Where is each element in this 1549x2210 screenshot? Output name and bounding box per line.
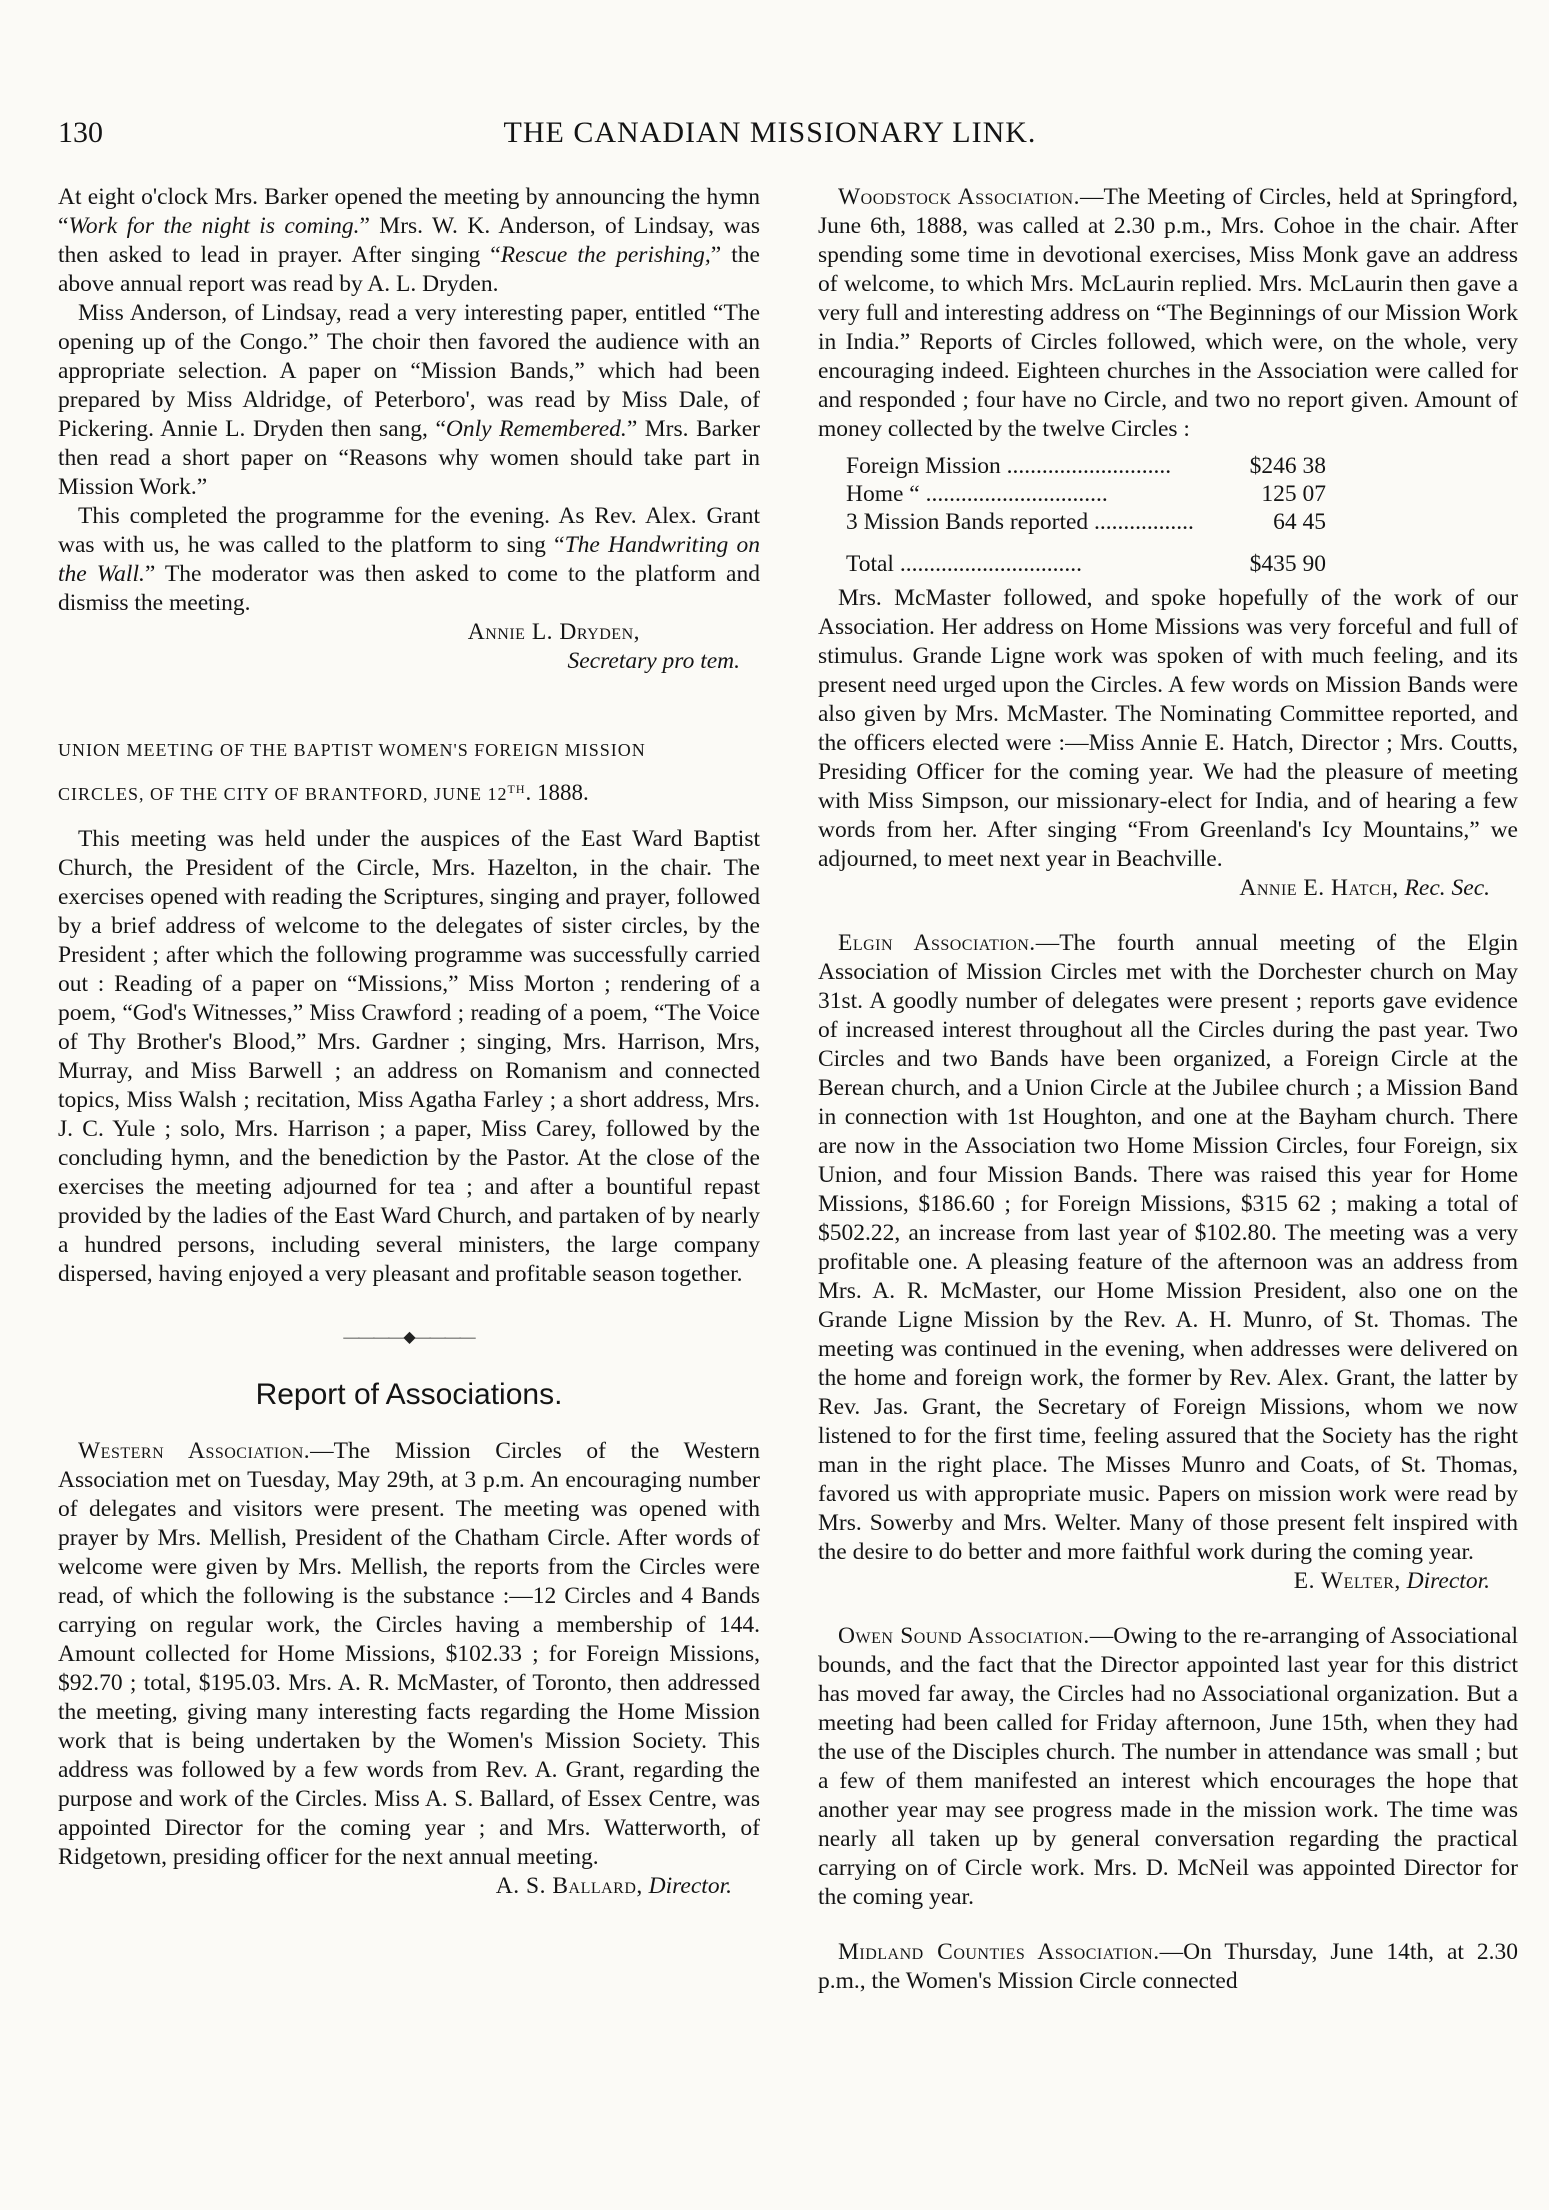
- evening-meeting-paragraph: At eight o'clock Mrs. Barker opened the meeting by announcing the hymn “Work for the night is coming.” Mrs. W. K. Anderson, of Lindsay, was then asked to lead in prayer. After singing “Rescue the perishing,” the above annual report was read by A. L. Dryden.: [58, 184, 761, 297]
- left-column: [58, 183, 760, 1901]
- hymn-title: Rescue the perishing,: [500, 242, 711, 268]
- midland-paragraph: Midland Counties Association.—On Thursday, June 14th, at 2.30 p.m., the Women's Mission Circle connected: [818, 1939, 1518, 1994]
- table-total-row: Total ............................... $435 90: [846, 551, 1326, 577]
- closing-paragraph: This completed the programme for the evening. As Rev. Alex. Grant was with us, he was called to the platform to sing “The Handwriting on the Wall.” The moderator was then asked to come to the platform and dismiss the meeting.: [58, 503, 760, 616]
- western-association-paragraph: Western Association.—The Mission Circles of the Western Association met on Tuesday, May 29th, at 3 p.m. An encouraging number of delegates and visitors were present. The meeting was opened with prayer by Mrs. Mellish, President of the Chatham Circle. After words of welcome were given by Mrs. Mellish, the reports from the Circles were read, of which the following is the substance :—12 Circles and 4 Bands carrying on regular work, the Circles having a membership of 144. Amount collected for Home Missions, $102.33 ; for Foreign Missions, $92.70 ; total, $195.03. Mrs. A. R. McMaster, of Toronto, then addressed the meeting, giving many interesting facts regarding the Home Mission work that is being undertaken by the Women's Mission Society. This address was followed by a few words from Rev. A. Grant, regarding the purpose and work of the Circles. Miss A. S. Ballard, of Essex Centre, was appointed Director for the coming year ; and Mrs. Watterworth, of Ridgetown, presiding officer for the next annual meeting.: [58, 1438, 760, 1870]
- song-title: The Handwriting on the Wall.: [58, 532, 760, 587]
- table-row: Home “ ............................... 125 07: [846, 481, 1326, 507]
- ornamental-divider: ————◆————: [343, 1329, 475, 1346]
- owen-sound-heading: Owen Sound Association.: [838, 1623, 1090, 1649]
- section-spacer: [58, 706, 720, 708]
- midland-heading: Midland Counties Association.: [838, 1939, 1160, 1965]
- woodstock-paragraph: Woodstock Association.—The Meeting of Circles, held at Springford, June 6th, 1888, was called at 2.30 p.m., Mrs. Cohoe in the chair. After spending some time in devotional exercises, Miss Monk gave an address of welcome, to which Mrs. McLaurin replied. Mrs. McLaurin then gave a very full and interesting address on “The Beginnings of our Mission Work in India.” Reports of Circles followed, which were, on the whole, very encouraging indeed. Eighteen churches in the Association were called for and responded ; four have no Circle, and two no report given. Amount of money collected by the twelve Circles :: [818, 184, 1519, 442]
- money-table: [846, 452, 1326, 578]
- signature-name: Annie L. Dryden,: [467, 619, 640, 645]
- western-signature: A. S. Ballard, Director.: [495, 1873, 732, 1899]
- elgin-signature: E. Welter, Director.: [1293, 1568, 1490, 1594]
- woodstock-heading: Woodstock Association.: [838, 184, 1080, 210]
- union-meeting-title-line2: CIRCLES, OF THE CITY OF BRANTFORD, JUNE 12TH. 1888.: [58, 780, 589, 805]
- page-header: [50, 116, 1490, 162]
- western-heading: Western Association.: [78, 1438, 311, 1464]
- right-column: [818, 183, 1518, 1996]
- elgin-heading: Elgin Association.: [838, 930, 1036, 956]
- table-row: 3 Mission Bands reported ................. 64 45: [846, 509, 1326, 535]
- section-title: Report of Associations.: [255, 1378, 563, 1411]
- owen-sound-paragraph: Owen Sound Association.—Owing to the re-arranging of Associational bounds, and the fact that the Director appointed last year for this district has moved far away, the Circles had no Associational organization. But a meeting had been called for Friday afternoon, June 15th, when they had the use of the Disciples church. The number in attendance was small ; but a few of them manifested an interest which encourages the hope that another year may see progress made in the mission work. The time was nearly all taken up by general conversation regarding the practical carrying on of Circle work. Mrs. D. McNeil was appointed Director for the coming year.: [818, 1623, 1519, 1910]
- section-spacer: [818, 1912, 1518, 1938]
- woodstock-paragraph-2: Mrs. McMaster followed, and spoke hopefully of the work of our Association. Her address on Home Missions was very forceful and full of stimulus. Grande Ligne work was spoken of with much feeling, and its present need urged upon the Circles. A few words on Mission Bands were also given by Mrs. McMaster. The Nominating Committee reported, and the officers elected were :—Miss Annie E. Hatch, Director ; Mrs. Coutts, Presiding Officer for the coming year. We had the pleasure of meeting with Miss Simpson, our missionary-elect for India, and of hearing a few words from her. After singing “From Greenland's Icy Mountains,” we adjourned, to meet next year in Beachville.: [818, 585, 1518, 872]
- song-title: Only Remembered.: [445, 416, 627, 442]
- union-meeting-title: UNION MEETING OF THE BAPTIST WOMEN'S FOREIGN MISSION: [58, 740, 646, 760]
- programme-paragraph: Miss Anderson, of Lindsay, read a very interesting paper, entitled “The opening up of the Congo.” The choir then favored the audience with an appropriate selection. A paper on “Mission Bands,” which had been prepared by Miss Aldridge, of Peterboro', was read by Miss Dale, of Pickering. Annie L. Dryden then sang, “Only Remembered.” Mrs. Barker then read a short paper on “Reasons why women should take part in Mission Work.”: [58, 300, 761, 500]
- woodstock-signature: Annie E. Hatch, Rec. Sec.: [1239, 875, 1490, 901]
- section-spacer: [818, 1596, 1518, 1622]
- page-number: 130: [58, 116, 103, 149]
- union-meeting-paragraph: This meeting was held under the auspices of the East Ward Baptist Church, the President of the Circle, Mrs. Hazelton, in the chair. The exercises opened with reading the Scriptures, singing and prayer, followed by a brief address of welcome to the delegates of sister circles, by the President ; after which the following programme was successfully carried out : Reading of a paper on “Missions,” Miss Morton ; rendering of a poem, “God's Witnesses,” Miss Crawford ; reading of a poem, “The Voice of Thy Brother's Blood,” Mrs. Gardner ; singing, Mrs. Harrison, Mrs, Murray, and Miss Barwell ; an address on Romanism and connected topics, Miss Walsh ; recitation, Miss Agatha Farley ; a short address, Mrs. J. C. Yule ; solo, Mrs. Harrison ; a paper, Miss Carey, followed by the concluding hymn, and the benediction by the Pastor. At the close of the exercises the meeting adjourned for tea ; and after a bountiful repast provided by the ladies of the East Ward Church, and partaken of by nearly a hundred persons, including several ministers, the large company dispersed, having enjoyed a very pleasant and profitable season together.: [58, 826, 760, 1287]
- elgin-paragraph: Elgin Association.—The fourth annual meeting of the Elgin Association of Mission Circles met with the Dorchester church on May 31st. A goodly number of delegates were present ; reports gave evidence of increased interest throughout all the Circles during the past year. Two Circles and two Bands have been organized, a Foreign Circle at the Berean church, and a Union Circle at the Jubilee church ; a Mission Band in connection with 1st Houghton, and one at the Bayham church. There are now in the Association two Home Mission Circles, four Foreign, six Union, and four Mission Bands. There was raised this year for Home Missions, $186.60 ; for Foreign Missions, $315 62 ; making a total of $502.22, an increase from last year of $102.80. The meeting was a very profitable one. A pleasing feature of the afternoon was an address from Mrs. A. R. McMaster, our Home Mission President, also one on the Grande Ligne Mission by the Rev. A. H. Munro, of St. Thomas. The meeting was continued in the evening, when addresses were delivered on the home and foreign work, the former by Rev. Alex. Grant, the latter by Rev. Jas. Grant, the Secretary of Foreign Missions, whom we now listened to for the first time, feeling assured that the Society has the right man in the right place. The Misses Munro and Coats, of St. Thomas, favored us with appropriate music. Papers on mission work were read by Mrs. Sowerby and Mrs. Welter. Many of those present felt inspired with the desire to do better and more faithful work during the coming year.: [818, 930, 1518, 1565]
- table-row: Foreign Mission ............................ $246 38: [846, 453, 1326, 479]
- journal-title: THE CANADIAN MISSIONARY LINK.: [503, 116, 1037, 149]
- signature-title: Secretary pro tem.: [567, 648, 740, 674]
- hymn-title: Work for the night is coming.: [68, 213, 360, 239]
- section-spacer: [818, 903, 1518, 929]
